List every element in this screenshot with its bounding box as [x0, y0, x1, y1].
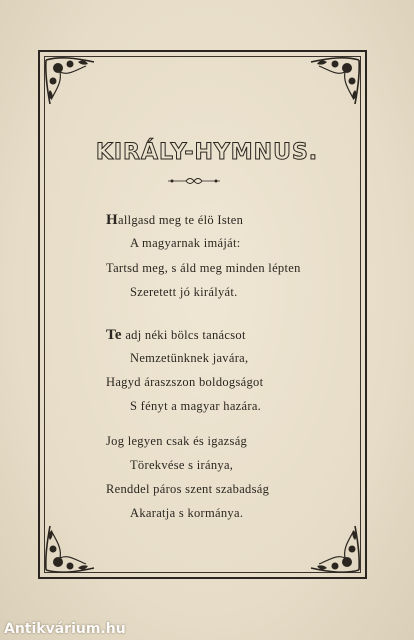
floral-corner-ornament-bottom-right: [305, 520, 363, 576]
floral-corner-ornament-bottom-left: [42, 520, 100, 576]
ornamental-divider: [166, 176, 222, 186]
poem-line: Hallgasd meg te élö Isten: [106, 212, 244, 228]
poem-line: Renddel páros szent szabadság: [106, 482, 270, 496]
dropcap: Te: [106, 327, 122, 343]
poem-line: Nemzetünknek javára,: [130, 351, 249, 365]
poem-line: Te adj néki bölcs tanácsot: [106, 327, 246, 343]
watermark: Antikvárium.hu: [4, 621, 126, 637]
poem-line: Törekvése s iránya,: [130, 458, 234, 472]
poem-line: Jog legyen csak és igazság: [106, 434, 248, 448]
poem-line: Szeretett jó királyát.: [130, 285, 238, 299]
poem-title: KIRÁLY-HYMNUS.: [95, 140, 319, 165]
poem-line: Akaratja s kormánya.: [130, 506, 244, 520]
poem-line: A magyarnak imáját:: [130, 236, 241, 250]
poem-line: S fényt a magyar hazára.: [130, 399, 262, 413]
poem-line: Hagyd áraszszon boldogságot: [106, 375, 264, 389]
poem-line: Tartsd meg, s áld meg minden lépten: [106, 261, 301, 275]
floral-corner-ornament-top-right: [305, 54, 363, 110]
floral-corner-ornament-top-left: [42, 54, 100, 110]
dropcap: H: [106, 212, 118, 228]
